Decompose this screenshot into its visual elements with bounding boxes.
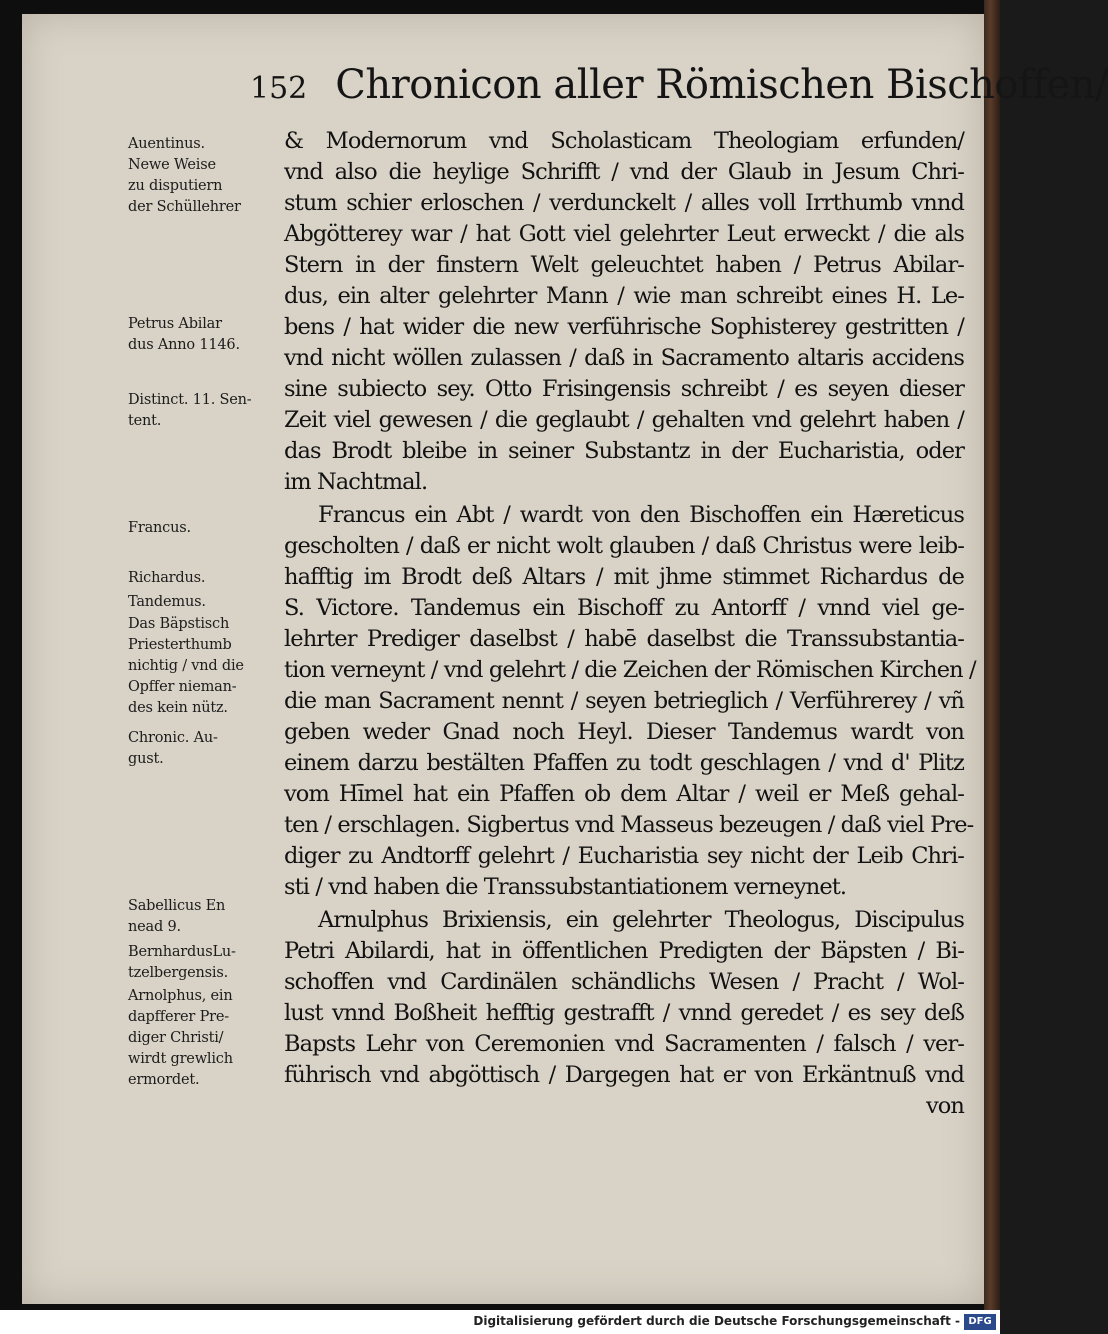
margin-note bbox=[128, 155, 278, 218]
text-line: geben weder Gnad noch Heyl. Dieser Tandemus wardt von bbox=[284, 719, 964, 745]
margin-note-line: des kein nütz. bbox=[128, 700, 228, 716]
text-line: Abgötterey war / hat Gott viel gelehrter Leut erweckt / die als bbox=[284, 221, 964, 247]
text-line: S. Victore. Tandemus ein Bischoff zu Antorff / vnnd viel ge- bbox=[284, 595, 964, 621]
margin-note-line: Arnolphus, ein bbox=[128, 988, 233, 1004]
margin-note-line: Priesterthumb bbox=[128, 637, 232, 653]
margin-note-line: tent. bbox=[128, 413, 162, 429]
margin-note-line: Richardus. bbox=[128, 570, 206, 586]
margin-note-line: zu disputiern bbox=[128, 178, 223, 194]
text-line: vnd also die heylige Schrifft / vnd der Glaub in Jesum Chri- bbox=[284, 159, 964, 185]
margin-note-line: gust. bbox=[128, 751, 164, 767]
text-line: die man Sacrament nennt / seyen betrieglich / Verführerey / vñ bbox=[284, 688, 964, 714]
margin-note bbox=[128, 614, 278, 719]
text-line: sine subiecto sey. Otto Frisingensis schreibt / es seyen dieser bbox=[284, 376, 964, 402]
margin-note bbox=[128, 986, 278, 1091]
margin-note-line: ermordet. bbox=[128, 1072, 200, 1088]
text-line: führisch vnd abgöttisch / Dargegen hat er von Erkäntnuß vnd bbox=[284, 1062, 964, 1088]
margin-note-line: nichtig / vnd die bbox=[128, 658, 244, 674]
margin-note-line: nead 9. bbox=[128, 919, 181, 935]
text-line: Zeit viel gewesen / die geglaubt / gehalten vnd gelehrt haben / bbox=[284, 407, 964, 433]
text-line: & Modernorum vnd Scholasticam Theologiam erfunden/ bbox=[284, 128, 964, 154]
text-line: ten / erschlagen. Sigbertus vnd Masseus bezeugen / daß viel Pre- bbox=[284, 812, 974, 838]
text-line: lehrter Prediger daselbst / habē daselbst die Transsubstantia- bbox=[284, 626, 964, 652]
dfg-logo-icon: DFG bbox=[964, 1314, 996, 1330]
margin-note-line: Distinct. 11. Sen- bbox=[128, 392, 252, 408]
margin-note-line: Petrus Abilar bbox=[128, 316, 222, 332]
margin-note-line: Tandemus. bbox=[128, 594, 206, 610]
text-line: gescholten / daß er nicht wolt glauben / daß Christus were leib- bbox=[284, 533, 964, 559]
text-line: stum schier erloschen / verdunckelt / alles voll Irrthumb vnnd bbox=[284, 190, 964, 216]
running-title: Chronicon aller Römischen Bischoffen/ bbox=[335, 62, 1108, 108]
margin-note bbox=[128, 518, 278, 539]
text-line: Petri Abilardi, hat in öffentlichen Predigten der Bäpsten / Bi- bbox=[284, 938, 964, 964]
text-line: das Brodt bleibe in seiner Substantz in der Eucharistia, oder bbox=[284, 438, 964, 464]
text-line: vnd nicht wöllen zulassen / daß in Sacramento altaris accidens bbox=[284, 345, 964, 371]
text-line: sti / vnd haben die Transsubstantiationem verneynet. bbox=[284, 874, 847, 900]
text-line: tion verneynt / vnd gelehrt / die Zeichen der Römischen Kirchen / bbox=[284, 657, 976, 683]
margin-note bbox=[128, 592, 278, 613]
margin-note-line: tzelbergensis. bbox=[128, 965, 229, 981]
funding-notice: Digitalisierung gefördert durch die Deutsche Forschungsgemeinschaft - bbox=[473, 1314, 960, 1328]
text-line: Stern in der finstern Welt geleuchtet haben / Petrus Abilar- bbox=[284, 252, 964, 278]
margin-note bbox=[128, 390, 278, 432]
text-line: vom Hīmel hat ein Pfaffen ob dem Altar / weil er Meß gehal- bbox=[284, 781, 964, 807]
margin-note bbox=[128, 314, 278, 356]
margin-note-line: dapfferer Pre- bbox=[128, 1009, 229, 1025]
text-line: dus, ein alter gelehrter Mann / wie man schreibt eines H. Le- bbox=[284, 283, 964, 309]
margin-note-line: der Schüllehrer bbox=[128, 199, 241, 215]
margin-note-line: Opffer nieman- bbox=[128, 679, 237, 695]
text-line: einem darzu bestälten Pfaffen zu todt geschlagen / vnd d' Plitz bbox=[284, 750, 964, 776]
text-line: schoffen vnd Cardinälen schändlichs Wesen / Pracht / Wol- bbox=[284, 969, 964, 995]
margin-note-line: Sabellicus En bbox=[128, 898, 226, 914]
footer-bar bbox=[0, 1310, 1000, 1334]
margin-note-line: Newe Weise bbox=[128, 157, 216, 173]
margin-note bbox=[128, 134, 278, 155]
margin-note-line: dus Anno 1146. bbox=[128, 337, 240, 353]
text-line: bens / hat wider die new verführische Sophisterey gestritten / bbox=[284, 314, 964, 340]
text-line: lust vnnd Boßheit hefftig gestrafft / vnnd geredet / es sey deß bbox=[284, 1000, 964, 1026]
margin-note-line: diger Christi/ bbox=[128, 1030, 224, 1046]
text-line: Arnulphus Brixiensis, ein gelehrter Theologus, Discipulus bbox=[318, 907, 964, 933]
margin-notes bbox=[128, 128, 278, 1108]
text-line: Francus ein Abt / wardt von den Bischoffen ein Hæreticus bbox=[318, 502, 964, 528]
book-edge bbox=[984, 0, 1000, 1310]
catchword: von bbox=[925, 1093, 964, 1119]
margin-note-line: Chronic. Au- bbox=[128, 730, 218, 746]
margin-note bbox=[128, 942, 278, 984]
text-line: im Nachtmal. bbox=[284, 469, 428, 495]
text-line: hafftig im Brodt deß Altars / mit jhme stimmet Richardus de bbox=[284, 564, 964, 590]
margin-note-line: BernhardusLu- bbox=[128, 944, 236, 960]
margin-note bbox=[128, 568, 278, 589]
margin-note-line: Francus. bbox=[128, 520, 191, 536]
margin-note bbox=[128, 728, 278, 770]
margin-note-line: Das Bäpstisch bbox=[128, 616, 230, 632]
margin-note-line: wirdt grewlich bbox=[128, 1051, 233, 1067]
text-line: Bapsts Lehr von Ceremonien vnd Sacramenten / falsch / ver- bbox=[284, 1031, 964, 1057]
page-header bbox=[250, 62, 1108, 118]
text-line: diger zu Andtorff gelehrt / Eucharistia sey nicht der Leib Chri- bbox=[284, 843, 964, 869]
margin-note-line: Auentinus. bbox=[128, 136, 205, 152]
body-text bbox=[284, 126, 976, 1126]
page-number: 152 bbox=[250, 71, 308, 106]
margin-note bbox=[128, 896, 278, 938]
